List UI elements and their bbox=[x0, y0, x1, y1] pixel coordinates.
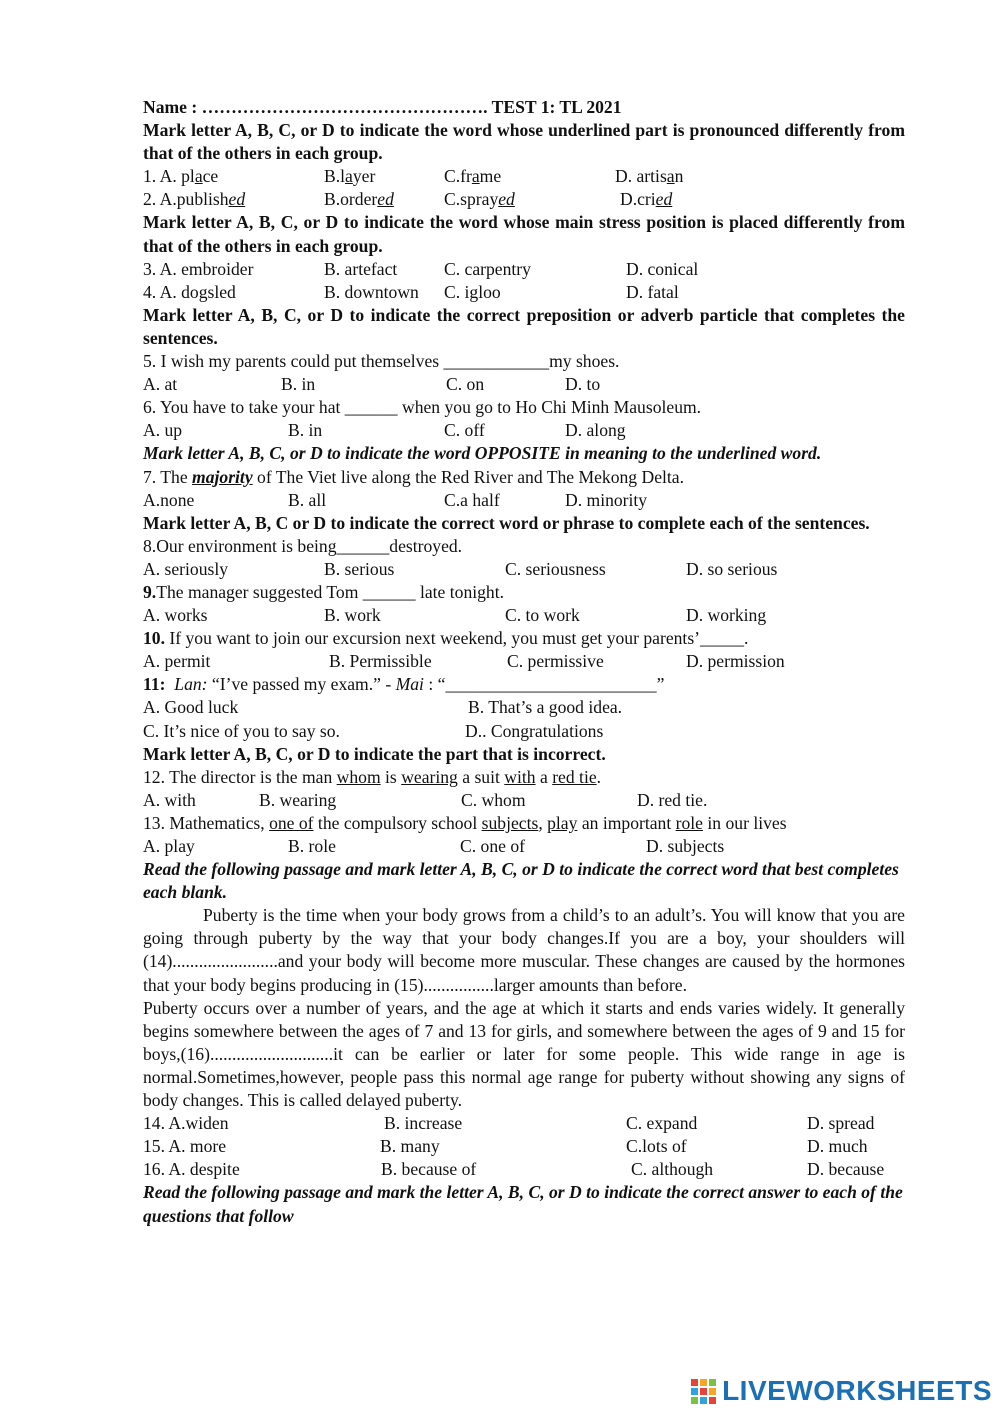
liveworksheets-logo bbox=[691, 1375, 992, 1407]
question-11-options-ab bbox=[143, 696, 905, 719]
q7-option-b: B. all bbox=[288, 489, 327, 510]
question-6-options bbox=[143, 419, 905, 442]
q16-option-a: 16. A. despite bbox=[143, 1159, 240, 1180]
section-instruction-preposition: Mark letter A, B, C, or D to indicate the correct preposition or adverb particle that completes the sentences. bbox=[143, 304, 905, 348]
question-11-stem: 11: Lan: “I’ve passed my exam.” - Mai : “________________________” bbox=[143, 674, 665, 695]
q3-option-a: 3. A. embroider bbox=[143, 258, 254, 279]
question-3 bbox=[143, 258, 905, 281]
worksheet-page bbox=[143, 96, 905, 1228]
q5-option-a: A. at bbox=[143, 374, 178, 395]
q2-option-d: D.cried bbox=[620, 189, 673, 210]
q1-option-a: 1. A. place bbox=[143, 166, 219, 187]
q11-option-b: B. That’s a good idea. bbox=[468, 697, 623, 718]
q1-option-b: B.layer bbox=[324, 166, 376, 187]
question-5-options bbox=[143, 373, 905, 396]
header-line bbox=[143, 96, 905, 119]
q6-option-a: A. up bbox=[143, 420, 183, 441]
q9-option-b: B. work bbox=[324, 605, 381, 626]
q4-option-c: C. igloo bbox=[444, 281, 501, 302]
q8-option-d: D. so serious bbox=[686, 558, 778, 579]
q2-option-c: C.sprayed bbox=[444, 189, 515, 210]
section-instruction-reading: Read the following passage and mark the letter A, B, C, or D to indicate the correct answer to each of the questions that follow bbox=[143, 1182, 903, 1226]
question-1 bbox=[143, 165, 905, 188]
q6-option-d: D. along bbox=[565, 420, 626, 441]
question-7-options bbox=[143, 489, 905, 512]
q1-option-d: D. artisan bbox=[615, 166, 684, 187]
q3-option-d: D. conical bbox=[626, 258, 699, 279]
name-label: Name : …………………………………………. bbox=[143, 97, 488, 117]
q13-option-d: D. subjects bbox=[646, 836, 725, 856]
question-15 bbox=[143, 1135, 905, 1158]
question-8-stem: 8.Our environment is being______destroyed. bbox=[143, 535, 463, 556]
q5-option-b: B. in bbox=[281, 374, 316, 395]
q7-option-a: A.none bbox=[143, 489, 195, 510]
q9-option-a: A. works bbox=[143, 605, 208, 626]
question-5-stem: 5. I wish my parents could put themselves ____________my shoes. bbox=[143, 351, 620, 372]
q2-option-b: B.ordered bbox=[324, 189, 394, 210]
liveworksheets-logo-icon bbox=[691, 1379, 716, 1404]
question-4 bbox=[143, 281, 905, 304]
q16-option-d: D. because bbox=[807, 1159, 885, 1180]
q13-option-a: A. play bbox=[143, 836, 195, 856]
q5-option-c: C. on bbox=[446, 374, 485, 395]
q8-option-c: C. seriousness bbox=[505, 558, 606, 579]
question-2 bbox=[143, 188, 905, 211]
q12-option-c: C. whom bbox=[461, 789, 526, 810]
q9-option-c: C. to work bbox=[505, 605, 580, 626]
q6-option-b: B. in bbox=[288, 420, 323, 441]
q10-option-a: A. permit bbox=[143, 651, 211, 672]
question-12-options bbox=[143, 789, 905, 812]
question-13-options bbox=[143, 835, 905, 858]
q8-option-b: B. serious bbox=[324, 558, 395, 579]
question-11-options-cd bbox=[143, 720, 905, 743]
q16-option-b: B. because of bbox=[381, 1159, 477, 1180]
question-9-options bbox=[143, 604, 905, 627]
section-instruction-cloze: Read the following passage and mark letter A, B, C, or D to indicate the correct word that best completes each blank. bbox=[143, 859, 899, 903]
section-instruction-stress: Mark letter A, B, C, or D to indicate the word whose main stress position is placed differently from that of the others in each group. bbox=[143, 212, 905, 256]
q14-option-b: B. increase bbox=[384, 1113, 463, 1134]
section-instruction-pronunciation: Mark letter A, B, C, or D to indicate the word whose underlined part is pronounced differently from that of the others in each group. bbox=[143, 120, 905, 164]
q4-option-b: B. downtown bbox=[324, 281, 419, 302]
q15-option-a: 15. A. more bbox=[143, 1136, 227, 1157]
q5-option-d: D. to bbox=[565, 374, 601, 395]
q7-option-d: D. minority bbox=[565, 489, 648, 510]
question-9-stem: 9.The manager suggested Tom ______ late tonight. bbox=[143, 581, 505, 602]
question-10-stem: 10. If you want to join our excursion next weekend, you must get your parents’_____. bbox=[143, 628, 749, 649]
q16-option-c: C. although bbox=[631, 1159, 714, 1180]
passage-paragraph-2: Puberty occurs over a number of years, and the age at which it starts and ends varies widely. It generally begins somewhere between the ages of 7 and 13 for girls, and somewhere between the ages of 9 and 15 for boys,(16)............................it can be earlier or later for some people. This wide range in age is normal.Sometimes,however, people pass this normal age range for puberty without showing any signs of body changes. This is called delayed puberty. bbox=[143, 997, 905, 1111]
question-6-stem: 6. You have to take your hat ______ when you go to Ho Chi Minh Mausoleum. bbox=[143, 397, 702, 418]
q14-option-a: 14. A.widen bbox=[143, 1113, 229, 1134]
question-13-stem: 13. Mathematics, one of the compulsory school subjects, play an important role in our lives bbox=[143, 812, 787, 833]
q7-option-c: C.a half bbox=[444, 489, 500, 510]
q12-option-d: D. red tie. bbox=[637, 789, 708, 810]
q8-option-a: A. seriously bbox=[143, 558, 229, 579]
q10-option-c: C. permissive bbox=[507, 651, 604, 672]
q14-option-d: D. spread bbox=[807, 1113, 875, 1134]
q6-option-c: C. off bbox=[444, 420, 485, 441]
liveworksheets-logo-text: LIVEWORKSHEETS bbox=[722, 1375, 992, 1406]
section-instruction-opposite: Mark letter A, B, C, or D to indicate the word OPPOSITE in meaning to the underlined word. bbox=[143, 443, 822, 464]
q10-option-b: B. Permissible bbox=[329, 651, 432, 672]
q14-option-c: C. expand bbox=[626, 1113, 698, 1134]
q10-option-d: D. permission bbox=[686, 651, 785, 672]
q4-option-d: D. fatal bbox=[626, 281, 679, 302]
section-instruction-word-phrase: Mark letter A, B, C or D to indicate the correct word or phrase to complete each of the sentences. bbox=[143, 512, 870, 533]
question-14 bbox=[143, 1112, 905, 1135]
question-12-stem: 12. The director is the man whom is wearing a suit with a red tie. bbox=[143, 766, 602, 787]
q12-option-b: B. wearing bbox=[259, 789, 337, 810]
q3-option-b: B. artefact bbox=[324, 258, 398, 279]
q15-option-d: D. much bbox=[807, 1136, 868, 1157]
q11-option-d: D.. Congratulations bbox=[465, 720, 604, 741]
q13-option-c: C. one of bbox=[460, 836, 525, 856]
question-10-options bbox=[143, 650, 905, 673]
q15-option-c: C.lots of bbox=[626, 1136, 687, 1157]
section-instruction-incorrect: Mark letter A, B, C, or D to indicate the part that is incorrect. bbox=[143, 743, 606, 764]
test-title: TEST 1: TL 2021 bbox=[491, 97, 622, 117]
q1-option-c: C.frame bbox=[444, 166, 502, 187]
question-16 bbox=[143, 1158, 905, 1181]
q15-option-b: B. many bbox=[380, 1136, 440, 1157]
q12-option-a: A. with bbox=[143, 789, 196, 810]
q7-underlined-word: majority bbox=[192, 466, 253, 487]
q2-option-a: 2. A.published bbox=[143, 189, 246, 210]
q11-option-c: C. It’s nice of you to say so. bbox=[143, 720, 340, 741]
question-7-stem: 7. The majority of The Viet live along the Red River and The Mekong Delta. bbox=[143, 466, 684, 487]
q4-option-a: 4. A. dogsled bbox=[143, 281, 236, 302]
q13-option-b: B. role bbox=[288, 836, 336, 856]
q3-option-c: C. carpentry bbox=[444, 258, 531, 279]
passage-paragraph-1: Puberty is the time when your body grows from a child’s to an adult’s. You will know that you are going through puberty by the way that your body changes.If you are a boy, your shoulders will (14)........................and your body will become more muscular. These changes are caused by the hormones that your body begins producing in (15)................larger amounts than before. bbox=[143, 905, 905, 995]
q11-option-a: A. Good luck bbox=[143, 697, 239, 718]
question-8-options bbox=[143, 558, 905, 581]
q9-option-d: D. working bbox=[686, 605, 767, 626]
